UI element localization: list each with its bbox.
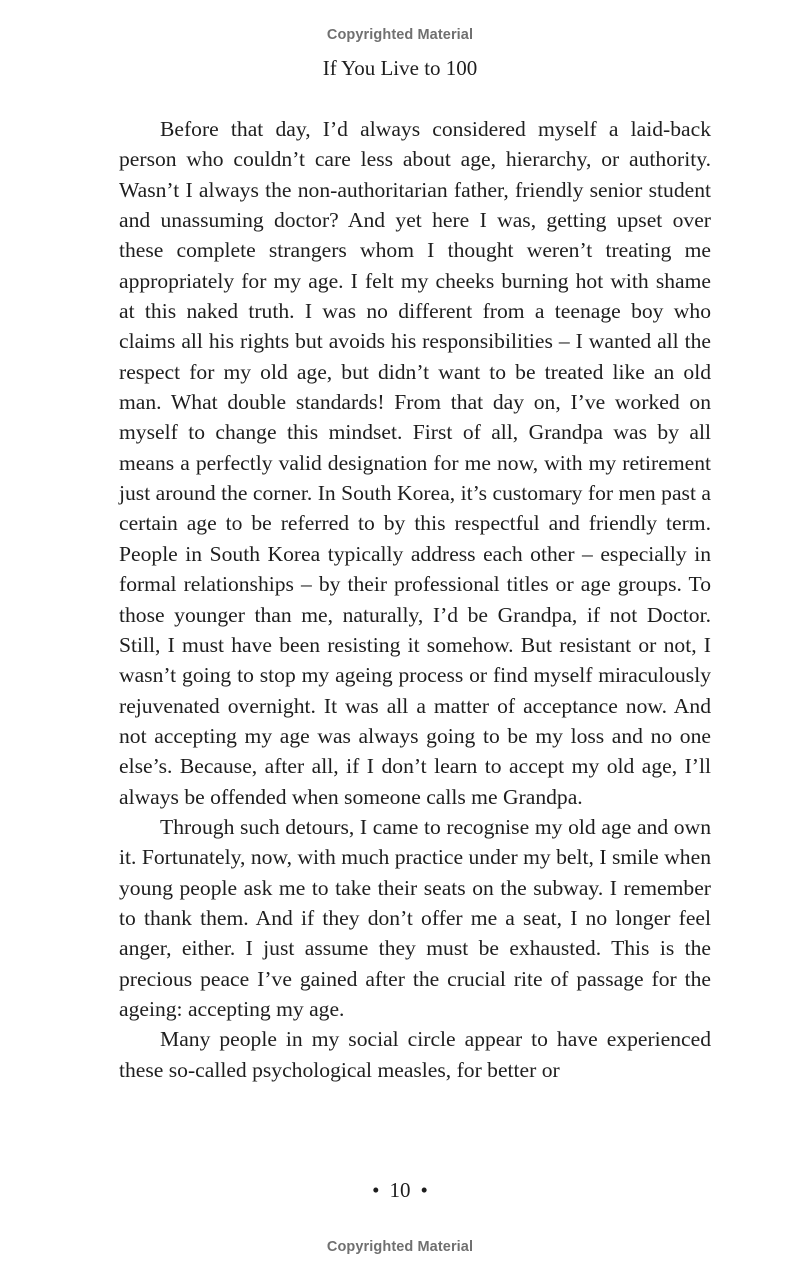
body-text bbox=[119, 114, 711, 1085]
page-number: 10 bbox=[389, 1178, 411, 1202]
copyright-watermark-bottom: Copyrighted Material bbox=[326, 1239, 474, 1255]
running-head: If You Live to 100 bbox=[322, 56, 478, 80]
copyright-watermark-top: Copyrighted Material bbox=[326, 27, 474, 43]
page-number-right-mark: • bbox=[420, 1178, 428, 1202]
page-number-left-mark: • bbox=[372, 1178, 380, 1202]
paragraph-2: Through such detours, I came to recognise my old age and own it. Fortunately, now, with much practice under my belt, I smile when young people ask me to take their seats on the subway. I remember to thank them. And if they don’t offer me a seat, I no longer feel anger, either. I just assume they must be exhausted. This is the precious peace I’ve gained after the crucial rite of passage for the ageing: accepting my age. bbox=[119, 814, 711, 1021]
paragraph-3: Many people in my social circle appear to have experienced these so-called psychological measles, for better or bbox=[119, 1027, 711, 1082]
paragraph-1: Before that day, I’d always considered myself a laid-back person who couldn’t care less about age, hierarchy, or authority. Wasn’t I always the non-authoritarian father, friendly senior student and unassuming doctor? And yet here I was, getting upset over these complete strangers whom I thought weren’t treating me appropriately for my age. I felt my cheeks burning hot with shame at this naked truth. I was no different from a teenage boy who claims all his rights but avoids his responsibilities – I wanted all the respect for my old age, but didn’t want to be treated like an old man. What double standards! From that day on, I’ve worked on myself to change this mindset. First of all, Grandpa was by all means a perfectly valid designation for me now, with my retirement just around the corner. In South Korea, it’s customary for men past a certain age to be referred to by this respectful and friendly term. People in South Korea typically address each other – especially in formal relationships – by their professional titles or age groups. To those younger than me, naturally, I’d be Grandpa, if not Doctor. Still, I must have been resisting it somehow. But resistant or not, I wasn’t going to stop my ageing process or find myself miraculously rejuvenated overnight. It was all a matter of acceptance now. And not accepting my age was always going to be my loss and no one else’s. Because, after all, if I don’t learn to accept my old age, I’ll always be offended when someone calls me Grandpa. bbox=[119, 117, 711, 809]
page-number-footer bbox=[0, 1178, 800, 1203]
